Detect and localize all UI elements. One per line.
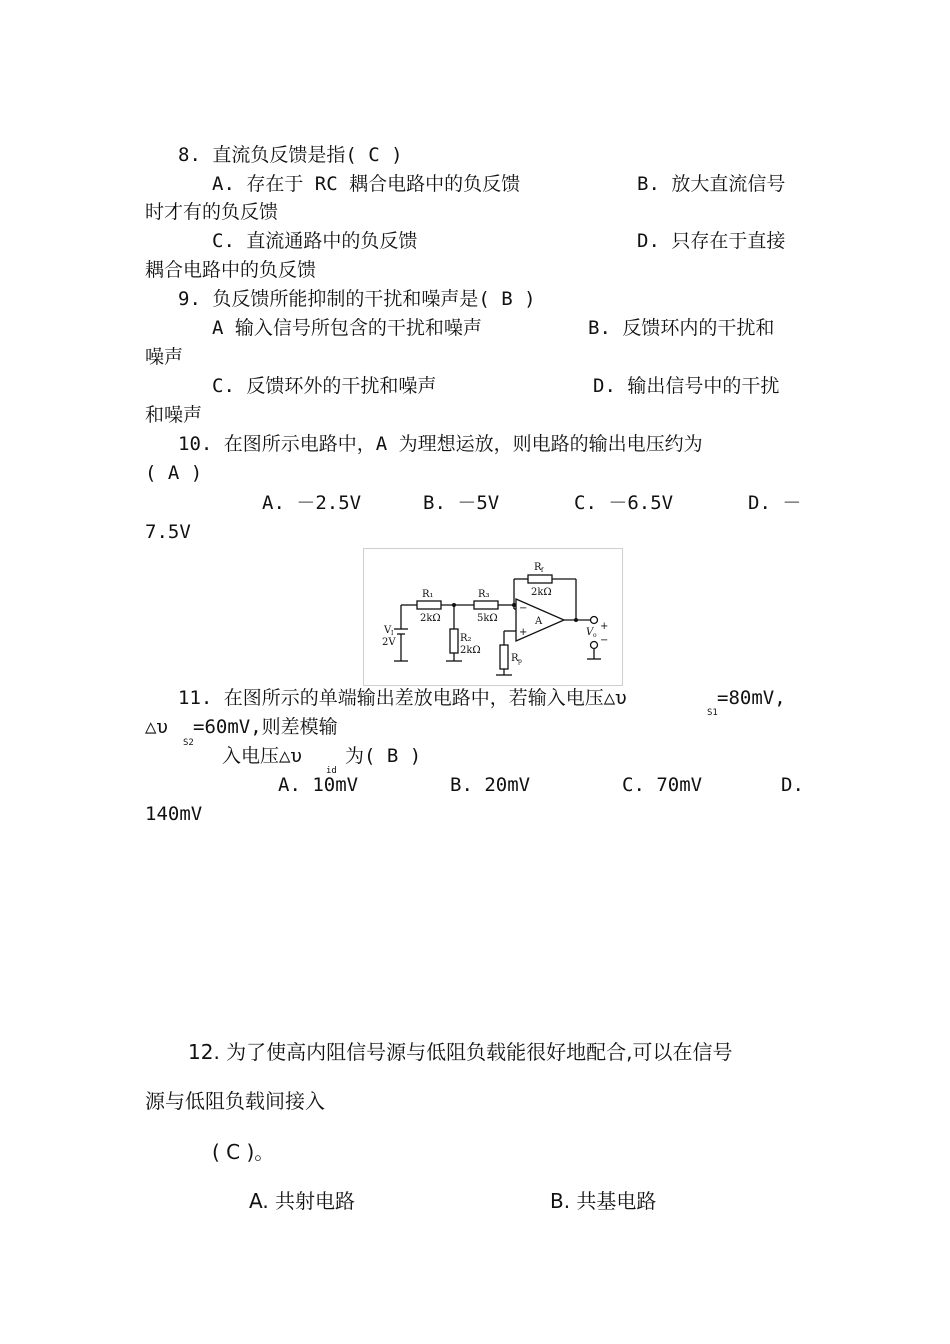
vo-subscript: o (593, 632, 597, 639)
question-9-option-d-cont: 和噪声 (145, 404, 203, 426)
question-9-option-c: C. 反馈环外的干扰和噪声 (212, 375, 437, 397)
question-9-option-b: B. 反馈环内的干扰和 (588, 317, 775, 339)
question-8-stem: 8. 直流负反馈是指( C ) (178, 144, 403, 166)
question-10-answer: ( A ) (145, 462, 203, 484)
question-12-option-a: A. 共射电路 (249, 1189, 356, 1213)
circuit-svg (364, 549, 622, 685)
question-11-option-a: A. 10mV (278, 774, 359, 796)
question-8-option-b: B. 放大直流信号 (637, 173, 786, 195)
r3-value: 5kΩ (477, 613, 498, 624)
r2-value: 2kΩ (460, 645, 481, 656)
inverting-sign: − (519, 603, 528, 614)
question-10-option-a: A. －2.5V (262, 492, 362, 514)
r3-label: R₃ (478, 589, 490, 600)
rf-value: 2kΩ (531, 587, 552, 598)
question-9-option-b-cont: 噪声 (145, 346, 184, 368)
noninverting-sign: + (519, 627, 528, 638)
question-11-sub-s1: S1 (707, 708, 718, 718)
vo-minus: − (600, 635, 609, 646)
rf-label: R (534, 562, 542, 573)
vi-value: 2V (382, 637, 396, 648)
circuit-diagram (363, 548, 623, 686)
question-10-stem: 10. 在图所示电路中，A 为理想运放，则电路的输出电压约为 (178, 433, 703, 455)
question-9-stem: 9. 负反馈所能抑制的干扰和噪声是( B ) (178, 288, 536, 310)
question-8-option-b-cont: 时才有的负反馈 (145, 201, 279, 223)
question-11-delta2: △υ (145, 716, 168, 738)
question-9-option-d: D. 输出信号中的干扰 (593, 375, 780, 397)
question-10-option-c: C. －6.5V (574, 492, 674, 514)
question-10-option-d-cont: 7.5V (145, 521, 191, 543)
vi-subscript: I (391, 630, 394, 637)
question-8-option-d: D. 只存在于直接 (637, 230, 786, 252)
rf-subscript: f (541, 567, 544, 574)
question-8-option-a: A. 存在于 RC 耦合电路中的负反馈 (212, 173, 521, 195)
question-8-option-c: C. 直流通路中的负反馈 (212, 230, 418, 252)
r1-label: R₁ (422, 589, 434, 600)
question-9-option-a: A 输入信号所包含的干扰和噪声 (212, 317, 482, 339)
question-11-line3: 入电压△υ (222, 745, 302, 767)
vo-plus: + (600, 621, 609, 632)
question-11-option-d: D. (781, 774, 804, 796)
rp-label: R (511, 653, 519, 664)
question-12-stem-cont: 源与低阻负载间接入 (145, 1089, 325, 1113)
question-8-option-d-cont: 耦合电路中的负反馈 (145, 259, 317, 281)
question-11-option-d-cont: 140mV (145, 803, 203, 825)
question-11-stem: 11. 在图所示的单端输出差放电路中，若输入电压△υ (178, 687, 627, 709)
question-12-answer: ( C )。 (212, 1140, 275, 1164)
r2-label: R₂ (460, 633, 472, 644)
question-12-option-b: B. 共基电路 (550, 1189, 657, 1213)
question-10-option-d: D. － (748, 492, 802, 514)
opamp-label: A (535, 616, 543, 627)
rp-subscript: p (518, 658, 522, 665)
question-11-option-c: C. 70mV (622, 774, 703, 796)
vo-label: V (586, 627, 594, 638)
question-11-sub-id: id (326, 766, 337, 776)
question-11-sub-s2: S2 (183, 738, 194, 748)
question-11-answer: 为( B ) (345, 745, 422, 767)
question-10-option-b: B. －5V (423, 492, 500, 514)
question-12-stem: 12. 为了使高内阻信号源与低阻负载能很好地配合,可以在信号 (188, 1040, 733, 1064)
r1-value: 2kΩ (420, 613, 441, 624)
question-11-stem-end: =80mV, (717, 687, 786, 709)
question-11-option-b: B. 20mV (450, 774, 531, 796)
question-11-line2: =60mV,则差模输 (193, 716, 338, 738)
vi-label: V (384, 625, 392, 636)
